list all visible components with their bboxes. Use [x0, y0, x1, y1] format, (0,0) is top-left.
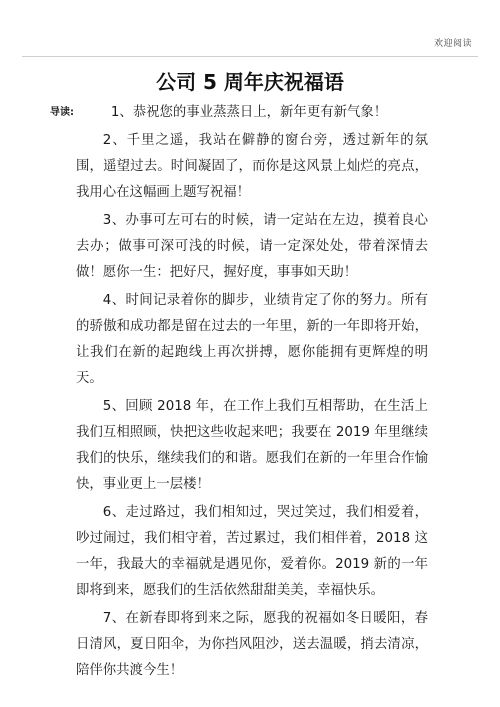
document-body: [50, 100, 428, 686]
paragraph: 3、办事可左可右的时候，请一定站在左边，摸着良心去办；做事可深可浅的时候，请一定深处处，带着深情去做！愿你一生：把好尺，握好度，事事如天助！: [76, 213, 428, 280]
page-header: [22, 0, 478, 57]
paragraph: 6、走过路过，我们相知过，哭过笑过，我们相爱着，吵过闹过，我们相守着，苦过累过，我们相伴着，2018 这一年，我最大的幸福就是遇见你，爱着你。2019 新的一年即将到来，愿我们的生活依然甜甜美美，幸福快乐。: [76, 505, 428, 598]
paragraph: 2、千里之遥，我站在僻静的窗台旁，透过新年的氛围，遥望过去。时间凝固了，而你是这风景上灿烂的亮点，我用心在这幅画上题写祝福！: [76, 133, 428, 200]
paragraph: 4、时间记录着你的脚步，业绩肯定了你的努力。所有的骄傲和成功都是留在过去的一年里，新的一年即将开始，让我们在新的起跑线上再次拼搏，愿你能拥有更辉煌的明天。: [76, 293, 428, 386]
paragraph: 5、回顾 2018 年，在工作上我们互相帮助，在生活上我们互相照顾，快把这些收起来吧；我要在 2019 年里继续我们的快乐，继续我们的和谐。愿我们在新的一年里合作愉快，事业更上一层楼！: [76, 399, 428, 492]
lead-label: 导读:: [50, 107, 74, 118]
paragraph: 7、在新春即将到来之际，愿我的祝福如冬日暖阳，春日清风，夏日阳伞，为你挡风阻沙，送去温暖，捎去清凉，陪伴你共渡今生！: [76, 611, 428, 678]
paragraph: 1、恭祝您的事业蒸蒸日上，新年更有新气象！: [110, 105, 388, 120]
header-label: 欢迎阅读: [433, 39, 472, 49]
document-title: 公司 5 周年庆祝福语: [156, 70, 344, 94]
